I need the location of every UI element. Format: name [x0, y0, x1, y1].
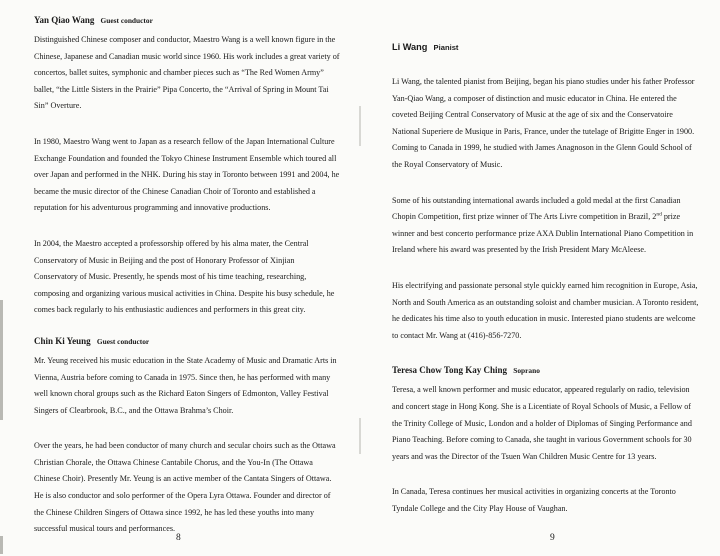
performer-name: Yan Qiao Wang [34, 15, 95, 25]
bio-paragraph [392, 193, 702, 259]
page-number: 8 [176, 533, 181, 543]
bio-paragraph: In 2004, the Maestro accepted a professorship offered by his alma mater, the Central Conservatory of Music in Beijing and the post of Honorary Professor of Xinjian Conservatory of Music. Presently, he spends most of his time teaching, researching, composing and organizing various musical activities in China. Despite his busy schedule, he comes back regularly to his enthusiastic audiences and performers in this great city. [34, 238, 335, 315]
bio-paragraph: Teresa, a well known performer and music educator, appeared regularly on radio, television and concert stage in Hong Kong. She is a Licentiate of Royal Schools of Music, a Fellow of the Trinity College of Music, London and a holder of Diplomas of Singing Performance and Piano Teaching. Before coming to Canada, she taught in various Government schools for 30 years and was the Director of the Tsuen Wan Children Music Centre for 13 years. [392, 385, 692, 461]
performer-role: Guest conductor [100, 16, 153, 25]
ordinal-suffix: nd [656, 211, 662, 218]
bio-paragraph: Li Wang, the talented pianist from Beijing, began his piano studies under his father Professor Yan-Qiao Wang, a composer of distinction and music educator in China. He entered the coveted Beijing Central Conservatory of Music at the age of six and the Conservatoire National Superiere de Musique in Paris, France, under the tutelage of Brigitte Enger in 1900. Coming to Canada in 1999, he studied with James Anagnoson in the Glenn Gould School of the Royal Conservatory of Music. [392, 77, 695, 169]
page-number: 9 [550, 533, 555, 543]
performer-role: Pianist [433, 43, 459, 52]
performer-name: Li Wang [392, 42, 428, 52]
bio-paragraph: Mr. Yeung received his music education in the State Academy of Music and Dramatic Arts in Vienna, Austria before coming to Canada in 1975. Since then, he has performed with many well known choral groups such as the Richard Eaton Singers of Edmonton, Valley Festival Singers of Clearbrook, B.C., and the Ottawa Brahma’s Choir. [34, 355, 337, 415]
bio-paragraph: His electrifying and passionate personal style quickly earned him recognition in Europe, Asia, North and South America as an outstanding soloist and chamber musician. A Toronto resident, he dedicates his time also to youth education in music. Interested piano students are welcome to contact Mr. Wang at (416)-856-7270. [392, 280, 699, 340]
bio-paragraph: Distinguished Chinese composer and conductor, Maestro Wang is a well known figure in the Chinese, Japanese and Canadian music world since 1960. His work includes a great variety of concertos, ballet suites, symphonic and chamber pieces such as “The Red Women Army” ballet, “the Little Sisters in the Prairie” Pipa Concerto, the “Arrival of Spring in Mount Tai Sin” Overture. [34, 35, 340, 111]
bio-heading-yan-qiao-wang [34, 13, 340, 28]
bio-heading-teresa-chow [392, 363, 702, 378]
performer-name: Teresa Chow Tong Kay Ching [392, 365, 508, 376]
bio-paragraph-text: prize winner and best concerto performance prize AXA Dublin International Piano Competition in Ireland where his award was presented by the Irish President Mary McAleese. [392, 212, 694, 255]
bio-heading-li-wang [392, 40, 702, 55]
performer-role: Guest conductor [96, 336, 150, 346]
bio-paragraph: Over the years, he had been conductor of many church and secular choirs such as the Ottawa Christian Chorale, the Ottawa Chinese Cantabile Chorus, and the You-In (The Ottawa Chinese Choir). Presently Mr. Yeung is an active member of the Cantata Singers of Ottawa. He is also conductor and solo performer of the Opera Lyra Ottawa. Founder and director of the Chinese Children Singers of Ottawa since 1992, he has led these youths into many successful musical tours and performances. [34, 441, 336, 534]
performer-role: Soprano [513, 366, 540, 376]
bio-paragraph-text: Some of his outstanding international awards included a gold medal at the first Canadian Chopin Competition, first prize winner of The Arts Livre competition in Brazil, 2 [392, 195, 681, 222]
performer-name: Chin Ki Yeung [34, 335, 91, 346]
bio-paragraph: In 1980, Maestro Wang went to Japan as a research fellow of the Japan International Culture Exchange Foundation and founded the Tokyo Chinese Instrument Ensemble which toured all over Japan and performed in the NHK. During his stay in Toronto between 1991 and 2004, he became the music director of the Chinese Canadian Choir of Toronto and established a reputation for his adventurous programming and innovative productions. [34, 136, 340, 213]
bio-heading-chin-ki-yeung [34, 334, 340, 349]
bio-paragraph: In Canada, Teresa continues her musical activities in organizing concerts at the Toronto Tyndale College and the City Play House of Vaughan. [392, 487, 676, 513]
right-page [360, 0, 720, 556]
